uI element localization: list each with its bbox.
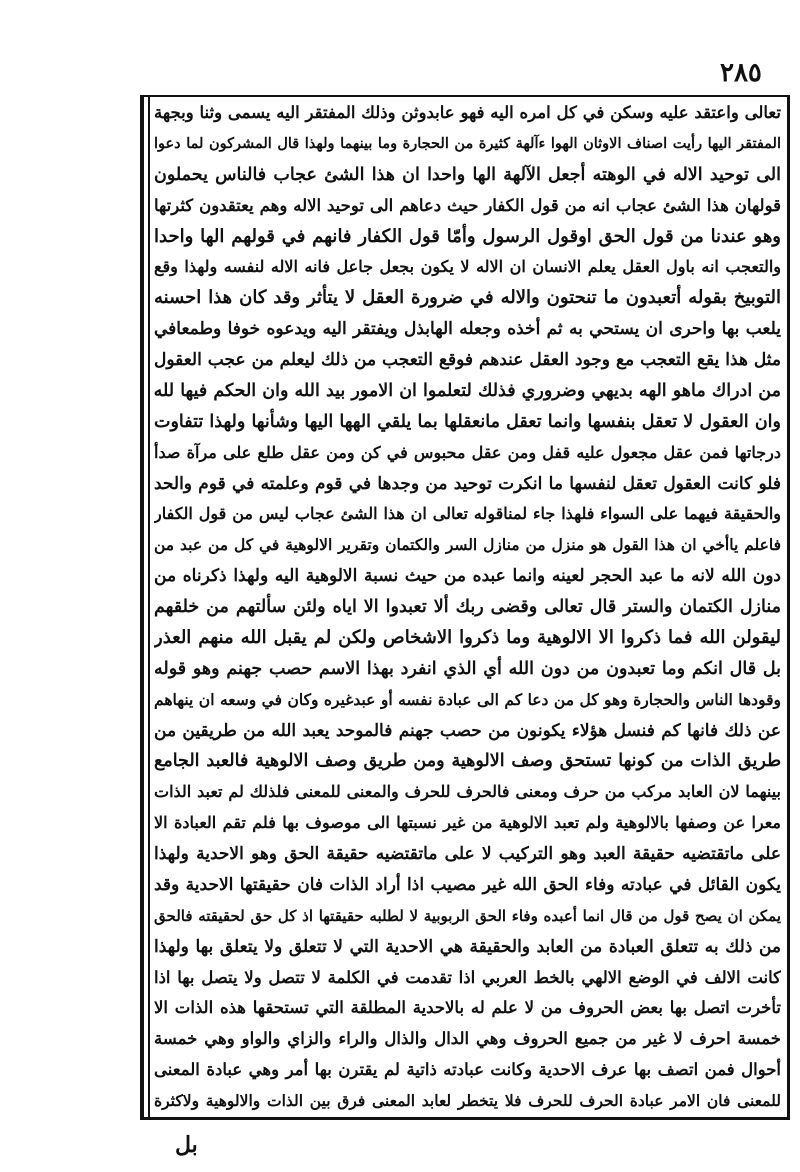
text-line: ليقولن الله فما ذكروا الا الالوهية وما ذكروا الاشخاص ولكن لم يقبل الله منهم العذر — [154, 626, 781, 648]
text-line: للمعنى فان الامر عبادة الحرف للحرف فلا يتخطر لعابد المعنى فرق بين الذات والالوهية ولاكثرة — [154, 1091, 781, 1110]
text-line: عن ذلك فانها كم فنسل هؤلاء يكونون من حصب جهنم فالموحد يعبد الله من طريقين من — [154, 720, 781, 741]
text-line: التوبيخ بقوله أتعبدون ما تنحتون والاله في ضرورة العقل لا يتأثر وقد كان هذا احسنه — [154, 287, 781, 309]
text-line: على ماتقتضيه حقيقة العبد وهو التركيب لا على ماتقتضيه حقيقة الحق وهو الاحدية ولهذا — [154, 844, 781, 864]
text-line: وهو عندنا من قول الحق اوقول الرسول وأمّا قول الكفار فانهم في قولهم الها واحدا — [154, 225, 781, 247]
text-line: بل قال انكم وما تعبدون من دون الله أي الذي انفرد بهذا الاسم حصب جهنم وهو قوله — [154, 658, 781, 679]
text-line: معرا عن وصفها بالالوهية ولم تعبد الالوهية من غير نسبتها الى موصوف بها فلم تقم العبادة الا — [154, 813, 781, 833]
text-line: فلو كانت العقول تعقل لنفسها ما انكرت توحيد من وجدها في قوم وعلمته في قوم والحد — [154, 473, 781, 494]
text-line: وقودها الناس والحجارة وهو كل من دعا كم الى عبادة نفسه أو عبدغيره وكان في وسعه ان ينهاهم — [154, 689, 781, 709]
text-line: والحقيقة فيهما على السواء فلهذا جاء لمناقوله تعالى ان هذا الشئ عجاب ليس من قول الكفار — [154, 504, 781, 524]
text-line: دون الله لانه ما عبد الحجر لعينه وانما عبده من حيث نسبة الالوهية اليه ولهذا ذكرناه من — [154, 566, 781, 587]
text-body — [154, 99, 781, 1115]
text-line: من ادراك ماهو الهه بديهي وضروري فذلك لتعلموا ان الامور بيد الله وان الحكم فيها لله — [154, 380, 781, 401]
text-line: والتعجب انه باول العقل يعلم الانسان ان الاله لا يكون بجعل جاعل فانه الاله لنفسه ولهذا وقع — [154, 257, 781, 277]
text-line: فاعلم ياأخي ان هذا القول هو منزل من منازل السر والكتمان وتقرير الالوهية في كل من عبد من — [154, 535, 781, 555]
text-line: طريق الذات من كونها تستحق وصف الالوهية ومن طريق وصف الالوهية فالعبد الجامع — [154, 751, 781, 772]
text-line: يلعب بها واحرى ان يستحي به ثم أخذه وجعله الهابذل ويفتقر اليه ويدعوه خوفا وطمعافي — [154, 319, 781, 340]
text-line: تأخرت اتصل بها بعض الحروف من لا علم له بالاحدية المطلقة التي تستحقها هذه الذات الا — [154, 998, 781, 1018]
text-line: مثل هذا يقع التعجب مع وجود العقل عندهم فوقع التعجب من ذلك ليعلم من عجب العقول — [154, 350, 781, 370]
text-line: كانت الالف في الوضع الالهي بالخط العربي اذا تقدمت في الكلمة لا تتصل ولا يتصل بها اذا — [154, 967, 781, 987]
text-line: تعالى واعتقد عليه وسكن في كل امره اليه فهو عابدوثن وذلك المفتقر اليه يسمى وثنا وبجهة — [154, 103, 781, 122]
text-line: المفتقر اليها رأيت اصناف الاوثان الهوا ءآلهة كثيرة من الحجارة وما بينهما ولهذا قال المشركون لما دعوا — [154, 134, 781, 152]
text-frame — [140, 95, 790, 1120]
catchword: بل — [175, 1132, 198, 1158]
text-line: يمكن ان يصح قول من قال انما أعبده وفاء الحق الربوبية لا لطلبه حقيقتها اذ كل حق لحقيقته فالحق — [154, 906, 781, 925]
text-line: خمسة احرف لا غير من جميع الحروف وهي الدال والذال والراء والزاي والواو وهي خمسة — [154, 1029, 781, 1049]
text-line: درجاتها فمن عقل مجعول عليه قفل ومن عقل محبوس في كن ومن عقل طلع على مرآة صدأ — [154, 442, 781, 462]
text-line: بينهما لان العابد مركب من حرف ومعنى فالحرف للحرف والمعنى للمعنى فلذلك لم تعبد الذات — [154, 782, 781, 802]
text-line: الى توحيد الاله في الوهته أجعل الآلهة الها واحدا ان هذا الشئ عجاب فالناس يحملون — [154, 164, 781, 185]
text-line: وان العقول لا تعقل بنفسها وانما تعقل مانعقلها بما يلقي الهها اليها وشأنها ولهذا تتفاوت — [154, 411, 781, 432]
text-line: قولهان هذا الشئ عجاب انه من قول الكفار حيث دعاهم الى توحيد الاله وهم يعتقدون كثرتها — [154, 195, 781, 215]
text-line: أحوال فمن اتصف بها عرف الاحدية وكانت عبادته ذاتية لم يقترن بها أمر وهي عبادة المعنى — [154, 1060, 781, 1080]
text-line: من ذلك به تتعلق العبادة من العابد والحقيقة هي الاحدية التي لا تتعلق ولا يتعلق بها ولهذا — [154, 936, 781, 957]
text-line: منازل الكتمان والستر قال تعالى وقضى ربك ألا تعبدوا الا اياه ولئن سألتهم من خلقهم — [154, 597, 781, 617]
page-number: ٢٨٥ — [720, 58, 762, 88]
text-line: يكون القائل في عبادته وفاء الحق الله غير مصيب اذا أراد الذات فان حقيقتها الاحدية وقد — [154, 874, 781, 895]
